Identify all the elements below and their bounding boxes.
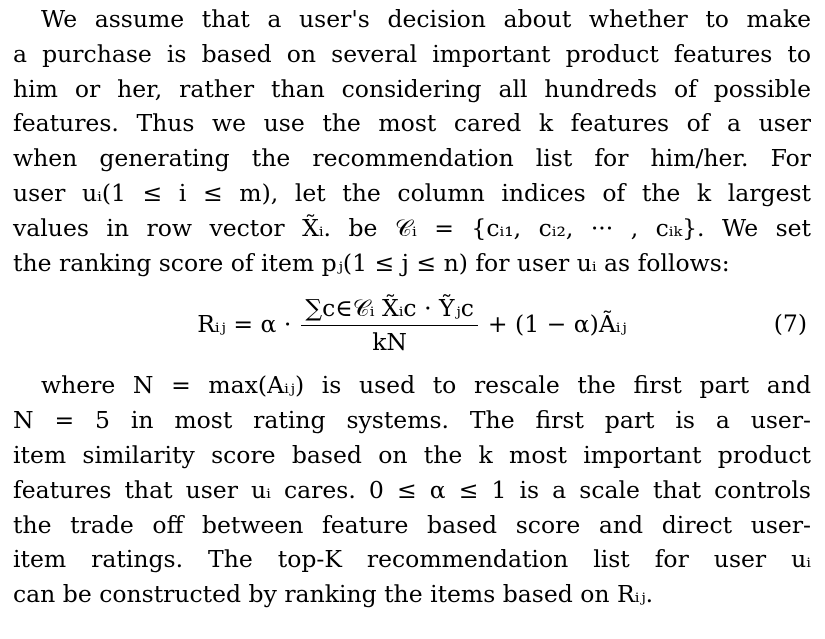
- equation-7: [13, 280, 811, 368]
- para2-line-7: can be constructed by ranking the items based on Rᵢⱼ.: [13, 580, 654, 609]
- equation-lhs: Rᵢⱼ = α ·: [197, 309, 292, 338]
- paragraph-2: [13, 368, 811, 612]
- para2-line-3: item similarity score based on the k most important product: [13, 440, 811, 469]
- para2-line-1: where N = max(Aᵢⱼ) is used to rescale the first part and: [41, 371, 811, 400]
- equation-fraction: [301, 293, 478, 356]
- paragraph-1: [13, 2, 811, 280]
- para2-line-4: features that user uᵢ cares. 0 ≤ α ≤ 1 is a scale that controls: [13, 475, 811, 504]
- para1-line-2: a purchase is based on several important product features to: [13, 39, 811, 68]
- para1-line-7: values in row vector X̃ᵢ. be 𝒞ᵢ = {cᵢ₁, cᵢ₂, ··· , cᵢₖ}. We set: [13, 213, 811, 242]
- para2-line-2: N = 5 in most rating systems. The first part is a user-: [13, 406, 811, 435]
- para1-line-1: We assume that a user's decision about whether to make: [41, 5, 811, 33]
- equation-numerator: ∑c∈𝒞ᵢ X̃ᵢc · Ỹⱼc: [301, 293, 478, 326]
- para1-line-5: when generating the recommendation list for him/her. For: [13, 144, 811, 173]
- equation-denominator: kN: [372, 327, 407, 356]
- equation-body: [197, 293, 627, 356]
- para2-line-6: item ratings. The top-K recommendation list for user uᵢ: [13, 545, 811, 574]
- para1-line-6: user uᵢ(1 ≤ i ≤ m), let the column indices of the k largest: [13, 178, 811, 207]
- para1-line-8: the ranking score of item pⱼ(1 ≤ j ≤ n) for user uᵢ as follows:: [13, 248, 730, 277]
- para2-line-5: the trade off between feature based score and direct user-: [13, 510, 811, 539]
- para1-line-4: features. Thus we use the most cared k features of a user: [13, 109, 811, 138]
- equation-number: (7): [773, 309, 807, 338]
- para1-line-3: him or her, rather than considering all hundreds of possible: [13, 74, 811, 103]
- equation-rhs: + (1 − α)Ãᵢⱼ: [487, 309, 627, 338]
